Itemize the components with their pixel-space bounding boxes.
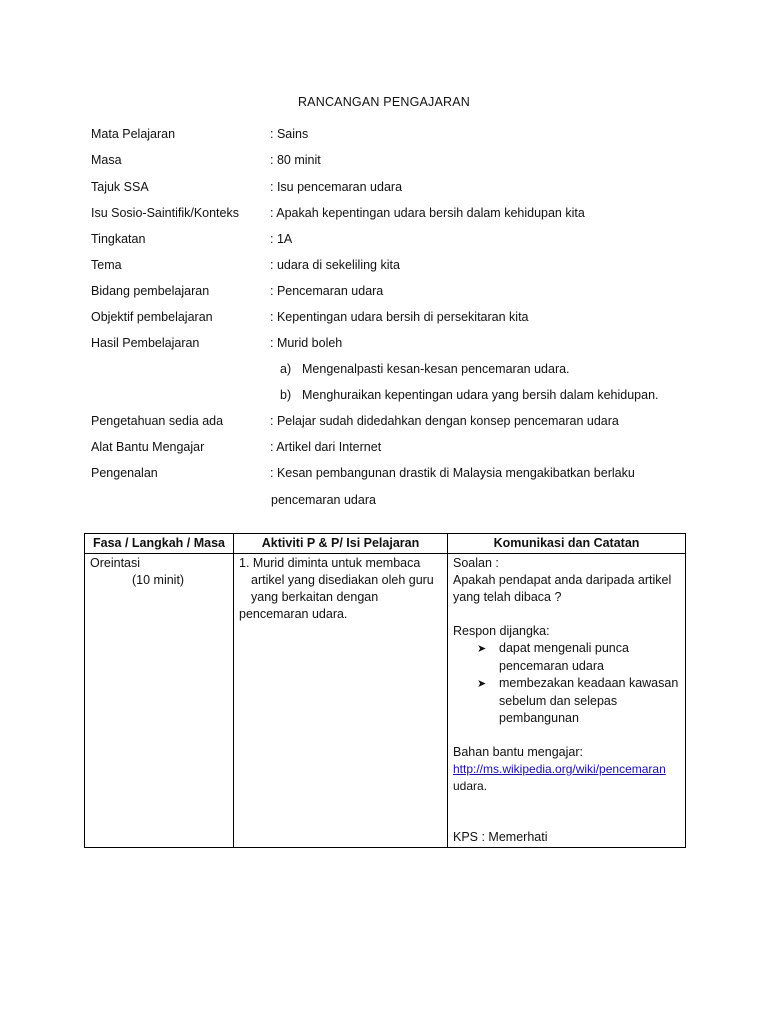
outcome-marker: a) <box>280 362 292 376</box>
arrow-bullet-icon: ➤ <box>477 643 487 655</box>
cell-fasa <box>85 554 234 848</box>
field-label: Masa <box>91 153 122 167</box>
outcome-text: Menghuraikan kepentingan udara yang bersih dalam kehidupan. <box>302 388 659 402</box>
field-value: : Isu pencemaran udara <box>270 180 403 194</box>
activity-line: artikel yang disediakan oleh guru <box>251 573 434 587</box>
outcome-item <box>280 360 570 378</box>
phase-duration: (10 minit) <box>132 573 185 587</box>
field-label: Tema <box>91 258 122 272</box>
respon-label: Respon dijangka: <box>453 624 550 638</box>
link-suffix: udara. <box>453 779 488 793</box>
field-label: Alat Bantu Mengajar <box>91 440 205 454</box>
soalan-label: Soalan : <box>453 556 499 570</box>
field-label: Pengenalan <box>91 466 158 480</box>
field-value: : Pelajar sudah didedahkan dengan konsep pencemaran udara <box>270 414 619 428</box>
field-value: : Pencemaran udara <box>270 284 384 298</box>
column-header-komunikasi: Komunikasi dan Catatan <box>448 534 686 554</box>
field-label: Mata Pelajaran <box>91 127 176 141</box>
field-label: Tingkatan <box>91 232 146 246</box>
wikipedia-link[interactable]: http://ms.wikipedia.org/wiki/pencemaran <box>453 762 666 776</box>
field-value: : Apakah kepentingan udara bersih dalam kehidupan kita <box>270 206 585 220</box>
bahan-label: Bahan bantu mengajar: <box>453 745 583 759</box>
field-label: Tajuk SSA <box>91 180 149 194</box>
arrow-bullet-icon: ➤ <box>477 678 487 690</box>
soalan-text: Apakah pendapat anda daripada artikel yang telah dibaca ? <box>453 573 672 604</box>
phase-name: Oreintasi <box>90 556 141 570</box>
column-header-fasa: Fasa / Langkah / Masa <box>85 534 234 554</box>
respon-item-text: dapat mengenali punca pencemaran udara <box>499 641 629 673</box>
field-value: : Kesan pembangunan drastik di Malaysia mengakibatkan berlaku <box>270 466 635 480</box>
list-item <box>453 675 680 727</box>
document-title: RANCANGAN PENGAJARAN <box>297 95 471 109</box>
table-row <box>85 554 686 848</box>
field-label: Isu Sosio-Saintifik/Konteks <box>91 206 239 220</box>
kps-note: KPS : Memerhati <box>453 830 548 844</box>
list-item <box>453 640 680 675</box>
field-value: : udara di sekeliling kita <box>270 258 400 272</box>
field-value: : Kepentingan udara bersih di persekitaran kita <box>270 310 529 324</box>
field-value: : Artikel dari Internet <box>270 440 382 454</box>
intro-continuation: pencemaran udara <box>271 493 376 507</box>
outcome-text: Mengenalpasti kesan-kesan pencemaran udara. <box>302 362 570 376</box>
field-label: Objektif pembelajaran <box>91 310 213 324</box>
field-label: Bidang pembelajaran <box>91 284 210 298</box>
field-value: : Murid boleh <box>270 336 343 350</box>
respon-item-text: membezakan keadaan kawasan sebelum dan selepas pembangunan <box>499 676 679 725</box>
table-header-row <box>85 534 686 554</box>
outcome-marker: b) <box>280 388 292 402</box>
field-label: Hasil Pembelajaran <box>91 336 200 350</box>
field-value: : 1A <box>270 232 293 246</box>
outcome-item <box>280 386 659 404</box>
lesson-activity-table <box>84 533 686 848</box>
field-value: : 80 minit <box>270 153 321 167</box>
activity-line: 1. Murid diminta untuk membaca <box>239 556 421 570</box>
cell-komunikasi <box>448 554 686 848</box>
field-label: Pengetahuan sedia ada <box>91 414 224 428</box>
activity-line: yang berkaitan dengan <box>251 590 379 604</box>
field-value: : Sains <box>270 127 309 141</box>
cell-aktiviti <box>234 554 448 848</box>
column-header-aktiviti: Aktiviti P & P/ Isi Pelajaran <box>234 534 448 554</box>
activity-line: pencemaran udara. <box>239 607 348 621</box>
